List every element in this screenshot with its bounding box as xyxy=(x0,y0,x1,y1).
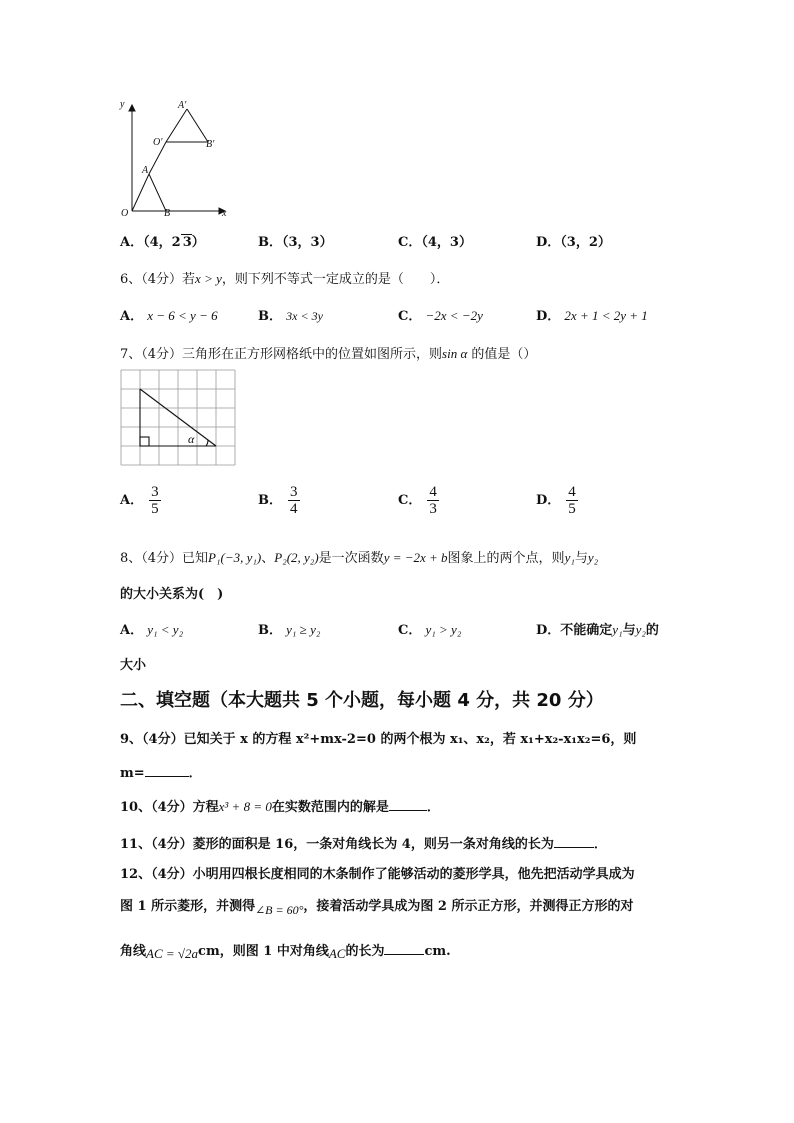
q12-stem-line3: 角线AC = √2acm，则图 1 中对角线AC的长为 cm. xyxy=(120,944,451,961)
q8-option-a[interactable]: A． y₁ < y₂ xyxy=(120,622,184,638)
q12-stem: 12、（4分）小明用四根长度相同的木条制作了能够活动的菱形学具，他先把活动学具成为 xyxy=(120,867,635,882)
q12-stem-line2: 图 1 所示菱形，并测得∠B = 60°，接着活动学具成为图 2 所示正方形，并测得正方形的对 xyxy=(120,899,634,917)
q8-option-d-wrap: 大小 xyxy=(120,658,147,673)
alpha-label: α xyxy=(188,432,195,446)
q10-stem: 10、（4分）方程x³ + 8 = 0在实数范围内的解是 ． xyxy=(120,799,440,815)
x-axis-label: x xyxy=(222,208,227,219)
q5-option-d[interactable]: D．（3，2） xyxy=(536,235,611,250)
triangle-side-a1b1 xyxy=(187,109,208,142)
q8-option-c[interactable]: C． y₁ > y₂ xyxy=(398,622,462,638)
q5-option-c[interactable]: C．（4，3） xyxy=(398,235,472,250)
q12-answer-blank[interactable] xyxy=(384,942,424,955)
point-o1-label: O′ xyxy=(153,137,163,148)
q6-option-c[interactable]: C． −2x < −2y xyxy=(398,308,483,324)
y-axis-label: y xyxy=(120,99,125,110)
point-a1-label: A′ xyxy=(178,100,187,111)
triangle-side-o1a1 xyxy=(166,109,187,142)
section-heading: 二、填空题（本大题共 5 个小题，每小题 4 分，共 20 分） xyxy=(120,690,604,711)
angle-alpha-arc xyxy=(206,440,208,446)
q11-stem: 11、（4分）菱形的面积是 16，一条对角线长为 4，则另一条对角线的长为 ． xyxy=(120,837,607,852)
q7-option-b[interactable]: B． $\frac{3}{4}$ xyxy=(258,484,298,517)
triangle-oab-side-oa xyxy=(132,174,149,211)
q5-option-b[interactable]: B．（3，3） xyxy=(258,235,333,250)
fraction: $\frac{3}{5}$ xyxy=(151,484,159,517)
q7-option-c[interactable]: C． $\frac{4}{3}$ xyxy=(398,484,437,517)
q7-option-a[interactable]: A． $\frac{3}{5}$ xyxy=(120,484,159,517)
coordinate-figure xyxy=(115,95,240,220)
right-angle-mark xyxy=(140,437,149,446)
q8-option-d[interactable]: D．不能确定y₁与y₂的 xyxy=(536,622,659,638)
origin-label: O xyxy=(121,208,129,219)
grid-triangle-figure xyxy=(120,369,238,467)
y-axis-arrow xyxy=(129,105,135,111)
point-b-label: B xyxy=(164,208,171,219)
q10-answer-blank[interactable] xyxy=(389,798,427,811)
q8-option-b[interactable]: B． y₁ ≥ y₂ xyxy=(258,622,321,638)
q8-stem: 8、（4分）已知P₁(−3, y₁)、P₂(2, y₂)是一次函数y = −2x + b图象上的两个点，则y₁与y₂ xyxy=(120,550,599,566)
q5-option-a[interactable]: A．（4，2 3） xyxy=(120,235,205,250)
fraction: $\frac{3}{4}$ xyxy=(290,484,298,517)
q9-stem-line2: m= ． xyxy=(120,766,202,781)
q7-stem: 7、（4分）三角形在正方形网格纸中的位置如图所示，则sin α 的值是（） xyxy=(120,346,537,362)
q6-option-b[interactable]: B． 3x < 3y xyxy=(258,309,323,324)
fraction: $\frac{4}{5}$ xyxy=(568,484,576,517)
q7-option-d[interactable]: D． $\frac{4}{5}$ xyxy=(536,484,576,517)
q6-option-d[interactable]: D． 2x + 1 < 2y + 1 xyxy=(536,308,648,324)
triangle-oab-side-ab xyxy=(149,174,166,211)
q8-stem-line2: 的大小关系为( ) xyxy=(120,587,224,602)
q6-option-a[interactable]: A． x − 6 < y − 6 xyxy=(120,308,218,324)
q9-answer-blank[interactable] xyxy=(145,764,189,777)
point-b1-label: B′ xyxy=(206,139,215,150)
point-a-label: A xyxy=(142,165,149,176)
sqrt-radicand: 3 xyxy=(182,235,192,250)
q11-answer-blank[interactable] xyxy=(554,835,594,848)
q9-stem: 9、（4分）已知关于 x 的方程 x²+mx-2=0 的两个根为 x₁、x₂，若 x₁+x₂-x₁x₂=6，则 xyxy=(120,732,637,747)
fraction: $\frac{4}{3}$ xyxy=(429,484,437,517)
q6-stem: 6、（4分）若x > y，则下列不等式一定成立的是（ ）． xyxy=(120,271,450,287)
